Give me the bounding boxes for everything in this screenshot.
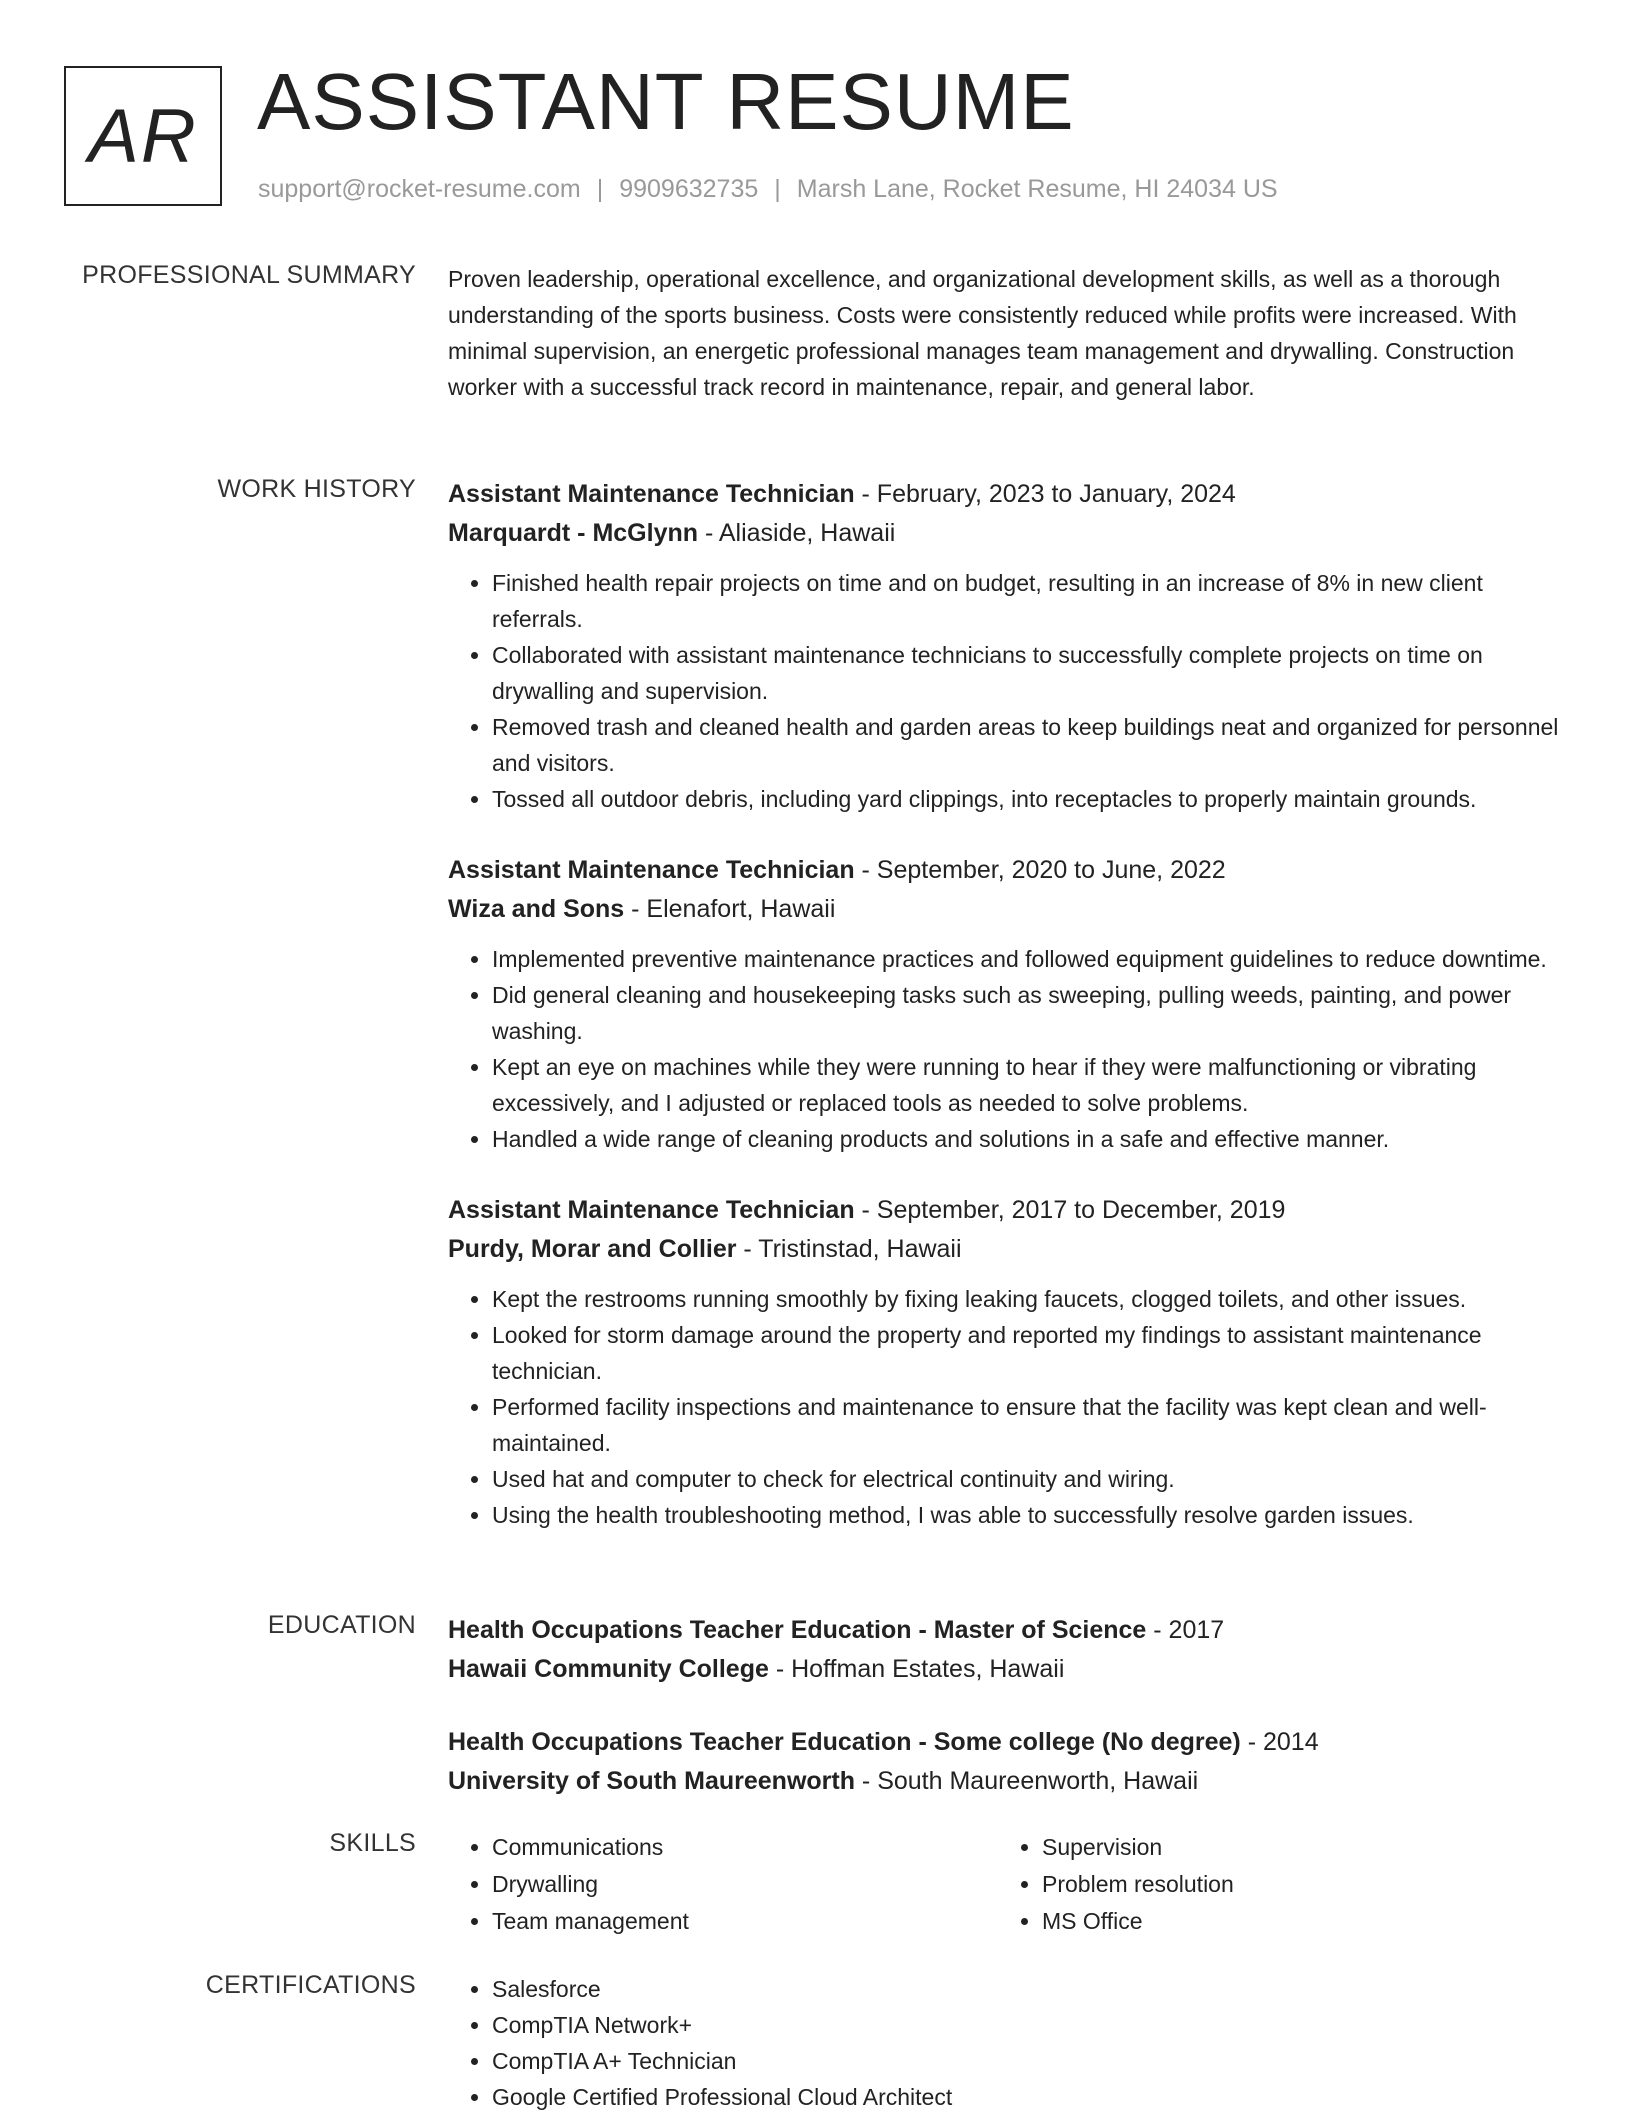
skills-list [998, 1829, 1548, 1940]
certification-item: • Google Certified Professional Cloud Architect [492, 2079, 1568, 2115]
education-school: Hawaii Community College [448, 1655, 769, 1683]
education-location: - South Maureenworth, Hawaii [854, 1767, 1199, 1795]
skill-item: • Team management [492, 1903, 998, 1940]
job-company: Marquardt - McGlynn [448, 519, 699, 547]
section-label-skills: SKILLS [329, 1829, 416, 1857]
job-bullet: • Implemented preventive maintenance practices and followed equipment guidelines to reduce downtime. [492, 941, 1568, 977]
job-dates: - September, 2017 to December, 2019 [854, 1196, 1286, 1224]
skill-item: • MS Office [1042, 1903, 1548, 1940]
job-bullets [448, 1281, 1568, 1533]
certification-item: • CompTIA A+ Technician [492, 2043, 1568, 2079]
job-location: - Aliaside, Hawaii [698, 519, 896, 547]
job-dates: - February, 2023 to January, 2024 [854, 480, 1236, 508]
job-bullet: • Finished health repair projects on time and on budget, resulting in an increase of 8% in new client referrals. [492, 565, 1568, 637]
job-title-line [448, 1191, 1568, 1230]
education-entry [448, 1611, 1568, 1689]
job-entry [448, 851, 1568, 1157]
job-bullet: • Kept an eye on machines while they were running to hear if they were malfunctioning or vibrating excessively, and I adjusted or replaced tools as needed to solve problems. [492, 1049, 1568, 1121]
job-bullet: • Looked for storm damage around the property and reported my findings to assistant maintenance technician. [492, 1317, 1568, 1389]
job-title: Assistant Maintenance Technician [448, 480, 855, 508]
job-bullet: • Performed facility inspections and maintenance to ensure that the facility was kept clean and well-maintained. [492, 1389, 1568, 1461]
skills-column-1 [448, 1829, 998, 1940]
section-label-summary: PROFESSIONAL SUMMARY [82, 261, 416, 289]
skill-item: • Drywalling [492, 1866, 998, 1903]
certification-item: • CompTIA Network+ [492, 2007, 1568, 2043]
job-bullet: • Removed trash and cleaned health and garden areas to keep buildings neat and organized for personnel and visitors. [492, 709, 1568, 781]
job-bullet: • Collaborated with assistant maintenance technicians to successfully complete projects on time on drywalling and supervision. [492, 637, 1568, 709]
job-company: Purdy, Morar and Collier [448, 1235, 737, 1263]
education-degree: Health Occupations Teacher Education - Master of Science [448, 1616, 1147, 1644]
contact-separator: | [596, 175, 604, 203]
education-school-line [448, 1650, 1568, 1689]
job-bullets [448, 565, 1568, 817]
education-degree-line [448, 1723, 1568, 1762]
certifications-content [448, 1971, 1568, 2115]
job-location: - Tristinstad, Hawaii [736, 1235, 962, 1263]
education-degree-line [448, 1611, 1568, 1650]
job-bullet: • Did general cleaning and housekeeping tasks such as sweeping, pulling weeds, painting, and power washing. [492, 977, 1568, 1049]
certifications-list [448, 1971, 1568, 2115]
job-company: Wiza and Sons [448, 895, 625, 923]
section-label-certifications: CERTIFICATIONS [205, 1971, 416, 1999]
job-company-line [448, 514, 1568, 553]
job-bullet: • Using the health troubleshooting method, I was able to successfully resolve garden issues. [492, 1497, 1568, 1533]
section-label-work: WORK HISTORY [217, 475, 416, 503]
job-bullet: • Handled a wide range of cleaning products and solutions in a safe and effective manner. [492, 1121, 1568, 1157]
resume-name: ASSISTANT RESUME [257, 57, 1075, 146]
skill-item: • Problem resolution [1042, 1866, 1548, 1903]
job-title: Assistant Maintenance Technician [448, 856, 855, 884]
education-entry [448, 1723, 1568, 1801]
section-label-education: EDUCATION [267, 1611, 416, 1639]
certification-item: • Salesforce [492, 1971, 1568, 2007]
summary-content [448, 261, 1568, 405]
job-location: - Elenafort, Hawaii [624, 895, 836, 923]
job-entry [448, 1191, 1568, 1533]
summary-text: Proven leadership, operational excellence, and organizational development skills, as well as a thorough understanding of the sports business. Costs were consistently reduced while profits were increased. With minimal supervision, an energetic professional manages team management and drywalling. Construction worker with a successful track record in maintenance, repair, and general labor. [448, 266, 1517, 400]
contact-phone[interactable]: 9909632735 [619, 175, 759, 203]
job-title: Assistant Maintenance Technician [448, 1196, 855, 1224]
education-year: - 2017 [1146, 1616, 1225, 1644]
education-school-line [448, 1762, 1568, 1801]
education-school: University of South Maureenworth [448, 1767, 855, 1795]
work-content [448, 475, 1568, 1567]
skills-grid [448, 1829, 1568, 1940]
job-entry [448, 475, 1568, 817]
job-bullet: • Tossed all outdoor debris, including yard clippings, into receptacles to properly maintain grounds. [492, 781, 1568, 817]
education-year: - 2014 [1240, 1728, 1319, 1756]
job-title-line [448, 475, 1568, 514]
job-bullet: • Kept the restrooms running smoothly by fixing leaking faucets, clogged toilets, and other issues. [492, 1281, 1568, 1317]
education-degree: Health Occupations Teacher Education - Some college (No degree) [448, 1728, 1241, 1756]
contact-separator: | [774, 175, 781, 203]
job-company-line [448, 890, 1568, 929]
job-dates: - September, 2020 to June, 2022 [854, 856, 1226, 884]
education-content [448, 1611, 1568, 1835]
education-location: - Hoffman Estates, Hawaii [768, 1655, 1065, 1683]
skills-list [448, 1829, 998, 1940]
job-company-line [448, 1230, 1568, 1269]
skill-item: • Communications [492, 1829, 998, 1866]
contact-line [258, 175, 1278, 204]
skill-item: • Supervision [1042, 1829, 1548, 1866]
job-bullet: • Used hat and computer to check for electrical continuity and wiring. [492, 1461, 1568, 1497]
monogram-logo: AR [64, 66, 222, 206]
job-bullets [448, 941, 1568, 1157]
contact-address: Marsh Lane, Rocket Resume, HI 24034 US [796, 175, 1278, 203]
skills-column-2 [998, 1829, 1548, 1940]
contact-email[interactable]: support@rocket-resume.com [258, 175, 581, 203]
skills-content [448, 1829, 1568, 1940]
job-title-line [448, 851, 1568, 890]
